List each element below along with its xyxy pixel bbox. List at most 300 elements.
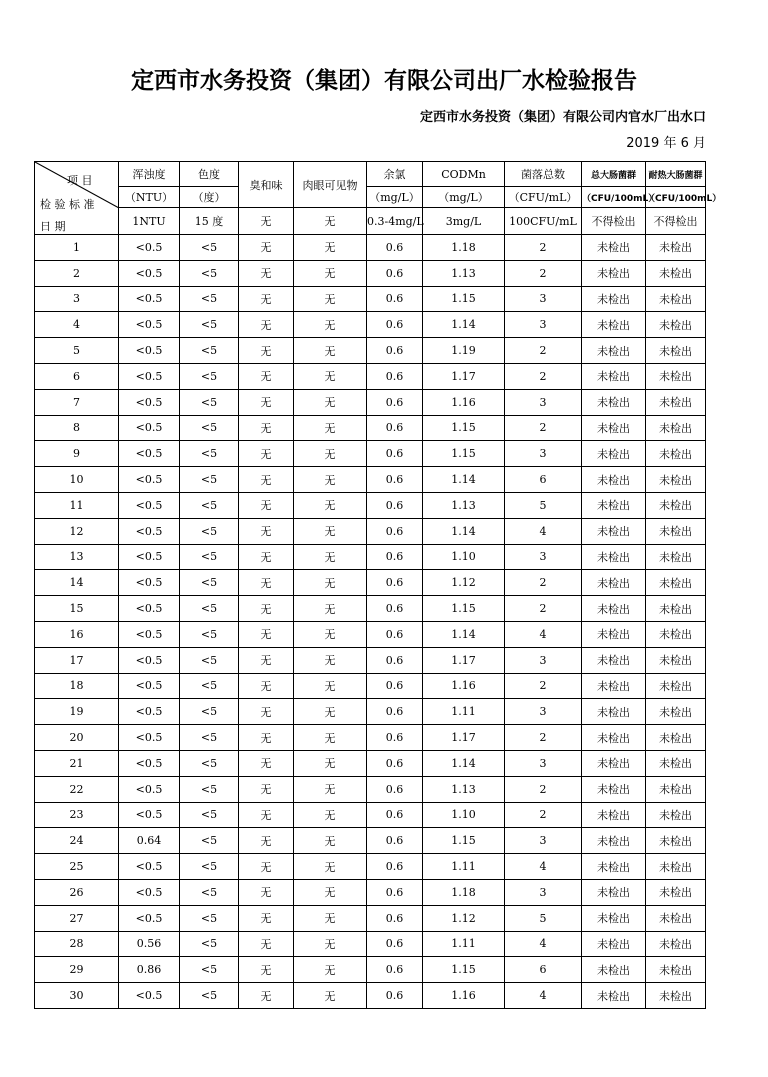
cell-day: 10 — [35, 467, 119, 493]
cell-thermotolerant-coliform: 未检出 — [646, 312, 706, 338]
cell-odor: 无 — [239, 518, 294, 544]
cell-day: 23 — [35, 802, 119, 828]
table-row — [35, 518, 706, 544]
cell-total-coliform: 未检出 — [582, 931, 646, 957]
cell-visible-matter: 无 — [294, 389, 367, 415]
cell-odor: 无 — [239, 544, 294, 570]
cell-chlorine: 0.6 — [367, 725, 423, 751]
cell-turbidity: <0.5 — [119, 235, 180, 261]
column-header-colony-count: 菌落总数 — [505, 162, 582, 187]
cell-total-coliform: 未检出 — [582, 518, 646, 544]
cell-turbidity: <0.5 — [119, 854, 180, 880]
table-row — [35, 621, 706, 647]
cell-total-coliform: 未检出 — [582, 389, 646, 415]
cell-visible-matter: 无 — [294, 286, 367, 312]
standard-odor: 无 — [239, 208, 294, 235]
cell-visible-matter: 无 — [294, 931, 367, 957]
cell-colony-count: 2 — [505, 802, 582, 828]
cell-thermotolerant-coliform: 未检出 — [646, 621, 706, 647]
cell-color: <5 — [180, 776, 239, 802]
table-row — [35, 544, 706, 570]
cell-color: <5 — [180, 596, 239, 622]
cell-turbidity: <0.5 — [119, 363, 180, 389]
cell-thermotolerant-coliform: 未检出 — [646, 854, 706, 880]
cell-chlorine: 0.6 — [367, 363, 423, 389]
cell-chlorine: 0.6 — [367, 312, 423, 338]
cell-total-coliform: 未检出 — [582, 467, 646, 493]
cell-chlorine: 0.6 — [367, 389, 423, 415]
cell-day: 29 — [35, 957, 119, 983]
cell-turbidity: <0.5 — [119, 776, 180, 802]
cell-colony-count: 2 — [505, 338, 582, 364]
cell-total-coliform: 未检出 — [582, 673, 646, 699]
table-body — [35, 235, 706, 1009]
cell-color: <5 — [180, 879, 239, 905]
standard-visible-matter: 无 — [294, 208, 367, 235]
table-row — [35, 725, 706, 751]
cell-day: 2 — [35, 260, 119, 286]
cell-thermotolerant-coliform: 未检出 — [646, 260, 706, 286]
cell-color: <5 — [180, 802, 239, 828]
cell-colony-count: 2 — [505, 725, 582, 751]
cell-thermotolerant-coliform: 未检出 — [646, 905, 706, 931]
cell-color: <5 — [180, 828, 239, 854]
cell-day: 19 — [35, 699, 119, 725]
cell-odor: 无 — [239, 854, 294, 880]
cell-day: 12 — [35, 518, 119, 544]
cell-day: 11 — [35, 492, 119, 518]
cell-chlorine: 0.6 — [367, 570, 423, 596]
cell-codmn: 1.16 — [423, 673, 505, 699]
cell-colony-count: 3 — [505, 699, 582, 725]
cell-visible-matter: 无 — [294, 518, 367, 544]
cell-chlorine: 0.6 — [367, 983, 423, 1009]
table-row — [35, 750, 706, 776]
cell-chlorine: 0.6 — [367, 518, 423, 544]
cell-chlorine: 0.6 — [367, 235, 423, 261]
cell-total-coliform: 未检出 — [582, 983, 646, 1009]
cell-odor: 无 — [239, 957, 294, 983]
cell-chlorine: 0.6 — [367, 286, 423, 312]
report-title: 定西市水务投资（集团）有限公司出厂水检验报告 — [131, 68, 637, 94]
cell-visible-matter: 无 — [294, 492, 367, 518]
cell-chlorine: 0.6 — [367, 957, 423, 983]
cell-codmn: 1.13 — [423, 492, 505, 518]
cell-thermotolerant-coliform: 未检出 — [646, 415, 706, 441]
cell-chlorine: 0.6 — [367, 415, 423, 441]
cell-thermotolerant-coliform: 未检出 — [646, 570, 706, 596]
table-row — [35, 467, 706, 493]
cell-odor: 无 — [239, 750, 294, 776]
cell-colony-count: 2 — [505, 415, 582, 441]
cell-color: <5 — [180, 286, 239, 312]
cell-visible-matter: 无 — [294, 983, 367, 1009]
cell-thermotolerant-coliform: 未检出 — [646, 389, 706, 415]
column-header-color: 色度 — [180, 162, 239, 187]
cell-day: 27 — [35, 905, 119, 931]
table-row — [35, 983, 706, 1009]
cell-colony-count: 5 — [505, 492, 582, 518]
cell-codmn: 1.12 — [423, 905, 505, 931]
cell-codmn: 1.15 — [423, 957, 505, 983]
cell-visible-matter: 无 — [294, 596, 367, 622]
cell-codmn: 1.17 — [423, 363, 505, 389]
cell-thermotolerant-coliform: 未检出 — [646, 983, 706, 1009]
cell-chlorine: 0.6 — [367, 260, 423, 286]
report-date: 2019 年 6 月 — [626, 136, 706, 151]
cell-codmn: 1.11 — [423, 854, 505, 880]
column-unit-color: （度） — [180, 187, 239, 208]
cell-codmn: 1.14 — [423, 750, 505, 776]
cell-odor: 无 — [239, 363, 294, 389]
cell-colony-count: 4 — [505, 854, 582, 880]
cell-visible-matter: 无 — [294, 260, 367, 286]
cell-color: <5 — [180, 441, 239, 467]
cell-colony-count: 3 — [505, 647, 582, 673]
cell-visible-matter: 无 — [294, 750, 367, 776]
cell-total-coliform: 未检出 — [582, 776, 646, 802]
cell-thermotolerant-coliform: 未检出 — [646, 776, 706, 802]
table-row — [35, 260, 706, 286]
cell-turbidity: <0.5 — [119, 312, 180, 338]
cell-color: <5 — [180, 415, 239, 441]
cell-odor: 无 — [239, 389, 294, 415]
cell-total-coliform: 未检出 — [582, 338, 646, 364]
cell-color: <5 — [180, 905, 239, 931]
table-row — [35, 957, 706, 983]
cell-colony-count: 3 — [505, 441, 582, 467]
column-unit-turbidity: （NTU） — [119, 187, 180, 208]
cell-day: 4 — [35, 312, 119, 338]
cell-color: <5 — [180, 931, 239, 957]
table-corner-header — [35, 162, 119, 235]
cell-day: 20 — [35, 725, 119, 751]
cell-turbidity: 0.64 — [119, 828, 180, 854]
cell-codmn: 1.14 — [423, 312, 505, 338]
cell-day: 18 — [35, 673, 119, 699]
cell-color: <5 — [180, 570, 239, 596]
standard-color: 15 度 — [180, 208, 239, 235]
cell-thermotolerant-coliform: 未检出 — [646, 518, 706, 544]
cell-total-coliform: 未检出 — [582, 441, 646, 467]
cell-codmn: 1.19 — [423, 338, 505, 364]
cell-turbidity: 0.56 — [119, 931, 180, 957]
table-row — [35, 931, 706, 957]
cell-color: <5 — [180, 647, 239, 673]
cell-day: 9 — [35, 441, 119, 467]
cell-day: 13 — [35, 544, 119, 570]
cell-thermotolerant-coliform: 未检出 — [646, 673, 706, 699]
cell-color: <5 — [180, 750, 239, 776]
cell-total-coliform: 未检出 — [582, 363, 646, 389]
cell-colony-count: 3 — [505, 389, 582, 415]
inspection-table — [34, 161, 722, 1009]
cell-colony-count: 3 — [505, 312, 582, 338]
cell-day: 17 — [35, 647, 119, 673]
cell-color: <5 — [180, 725, 239, 751]
cell-codmn: 1.15 — [423, 415, 505, 441]
cell-codmn: 1.15 — [423, 286, 505, 312]
cell-chlorine: 0.6 — [367, 544, 423, 570]
column-header-chlorine: 余氯 — [367, 162, 423, 187]
cell-turbidity: <0.5 — [119, 492, 180, 518]
cell-thermotolerant-coliform: 未检出 — [646, 931, 706, 957]
cell-total-coliform: 未检出 — [582, 235, 646, 261]
cell-odor: 无 — [239, 931, 294, 957]
column-unit-codmn: （mg/L） — [423, 187, 505, 208]
table-row — [35, 312, 706, 338]
column-unit-colony-count: （CFU/mL） — [505, 187, 582, 208]
cell-turbidity: <0.5 — [119, 699, 180, 725]
cell-total-coliform: 未检出 — [582, 312, 646, 338]
cell-thermotolerant-coliform: 未检出 — [646, 957, 706, 983]
cell-codmn: 1.11 — [423, 699, 505, 725]
cell-chlorine: 0.6 — [367, 647, 423, 673]
cell-colony-count: 3 — [505, 544, 582, 570]
table-row — [35, 854, 706, 880]
cell-chlorine: 0.6 — [367, 441, 423, 467]
cell-visible-matter: 无 — [294, 621, 367, 647]
cell-codmn: 1.18 — [423, 235, 505, 261]
cell-turbidity: <0.5 — [119, 338, 180, 364]
table-row — [35, 647, 706, 673]
cell-turbidity: <0.5 — [119, 415, 180, 441]
cell-color: <5 — [180, 854, 239, 880]
cell-day: 8 — [35, 415, 119, 441]
cell-codmn: 1.15 — [423, 828, 505, 854]
cell-color: <5 — [180, 363, 239, 389]
column-header-odor: 臭和味 — [239, 162, 294, 208]
cell-colony-count: 5 — [505, 905, 582, 931]
cell-thermotolerant-coliform: 未检出 — [646, 750, 706, 776]
cell-odor: 无 — [239, 441, 294, 467]
cell-colony-count: 3 — [505, 750, 582, 776]
cell-total-coliform: 未检出 — [582, 699, 646, 725]
standard-chlorine: 0.3-4mg/L — [367, 208, 423, 235]
table-row — [35, 776, 706, 802]
cell-odor: 无 — [239, 570, 294, 596]
column-header-turbidity: 浑浊度 — [119, 162, 180, 187]
cell-total-coliform: 未检出 — [582, 544, 646, 570]
cell-odor: 无 — [239, 802, 294, 828]
cell-total-coliform: 未检出 — [582, 802, 646, 828]
table-row — [35, 570, 706, 596]
cell-odor: 无 — [239, 647, 294, 673]
cell-color: <5 — [180, 312, 239, 338]
cell-chlorine: 0.6 — [367, 750, 423, 776]
cell-day: 7 — [35, 389, 119, 415]
cell-visible-matter: 无 — [294, 854, 367, 880]
cell-day: 22 — [35, 776, 119, 802]
standard-turbidity: 1NTU — [119, 208, 180, 235]
cell-turbidity: <0.5 — [119, 879, 180, 905]
cell-visible-matter: 无 — [294, 338, 367, 364]
cell-thermotolerant-coliform: 未检出 — [646, 544, 706, 570]
cell-thermotolerant-coliform: 未检出 — [646, 492, 706, 518]
cell-turbidity: 0.86 — [119, 957, 180, 983]
cell-chlorine: 0.6 — [367, 776, 423, 802]
cell-odor: 无 — [239, 905, 294, 931]
cell-chlorine: 0.6 — [367, 879, 423, 905]
cell-chlorine: 0.6 — [367, 596, 423, 622]
cell-day: 1 — [35, 235, 119, 261]
table-row — [35, 673, 706, 699]
cell-turbidity: <0.5 — [119, 802, 180, 828]
cell-odor: 无 — [239, 492, 294, 518]
cell-codmn: 1.18 — [423, 879, 505, 905]
cell-turbidity: <0.5 — [119, 570, 180, 596]
cell-day: 15 — [35, 596, 119, 622]
cell-color: <5 — [180, 699, 239, 725]
standard-colony-count: 100CFU/mL — [505, 208, 582, 235]
cell-total-coliform: 未检出 — [582, 879, 646, 905]
cell-colony-count: 6 — [505, 957, 582, 983]
cell-color: <5 — [180, 338, 239, 364]
cell-codmn: 1.14 — [423, 467, 505, 493]
cell-turbidity: <0.5 — [119, 544, 180, 570]
cell-visible-matter: 无 — [294, 235, 367, 261]
table-row — [35, 363, 706, 389]
cell-color: <5 — [180, 235, 239, 261]
cell-total-coliform: 未检出 — [582, 596, 646, 622]
cell-thermotolerant-coliform: 未检出 — [646, 286, 706, 312]
cell-thermotolerant-coliform: 未检出 — [646, 647, 706, 673]
cell-visible-matter: 无 — [294, 828, 367, 854]
cell-thermotolerant-coliform: 未检出 — [646, 441, 706, 467]
cell-day: 28 — [35, 931, 119, 957]
cell-thermotolerant-coliform: 未检出 — [646, 596, 706, 622]
cell-color: <5 — [180, 260, 239, 286]
cell-color: <5 — [180, 621, 239, 647]
cell-day: 25 — [35, 854, 119, 880]
cell-visible-matter: 无 — [294, 673, 367, 699]
cell-colony-count: 2 — [505, 260, 582, 286]
cell-day: 5 — [35, 338, 119, 364]
cell-day: 6 — [35, 363, 119, 389]
cell-odor: 无 — [239, 828, 294, 854]
cell-colony-count: 2 — [505, 673, 582, 699]
table-row — [35, 699, 706, 725]
cell-day: 24 — [35, 828, 119, 854]
table-row — [35, 905, 706, 931]
cell-visible-matter: 无 — [294, 776, 367, 802]
cell-turbidity: <0.5 — [119, 596, 180, 622]
standard-total-coliform: 不得检出 — [582, 208, 646, 235]
cell-thermotolerant-coliform: 未检出 — [646, 828, 706, 854]
cell-turbidity: <0.5 — [119, 750, 180, 776]
cell-odor: 无 — [239, 983, 294, 1009]
cell-color: <5 — [180, 467, 239, 493]
cell-total-coliform: 未检出 — [582, 492, 646, 518]
cell-visible-matter: 无 — [294, 363, 367, 389]
cell-chlorine: 0.6 — [367, 467, 423, 493]
cell-codmn: 1.10 — [423, 802, 505, 828]
cell-day: 16 — [35, 621, 119, 647]
cell-odor: 无 — [239, 596, 294, 622]
cell-color: <5 — [180, 544, 239, 570]
column-unit-total-coliform: （CFU/100mL） — [582, 187, 646, 208]
cell-visible-matter: 无 — [294, 802, 367, 828]
cell-color: <5 — [180, 673, 239, 699]
cell-visible-matter: 无 — [294, 467, 367, 493]
cell-chlorine: 0.6 — [367, 699, 423, 725]
cell-turbidity: <0.5 — [119, 673, 180, 699]
cell-colony-count: 2 — [505, 776, 582, 802]
cell-day: 21 — [35, 750, 119, 776]
cell-codmn: 1.16 — [423, 389, 505, 415]
cell-day: 30 — [35, 983, 119, 1009]
cell-turbidity: <0.5 — [119, 725, 180, 751]
cell-odor: 无 — [239, 673, 294, 699]
cell-colony-count: 6 — [505, 467, 582, 493]
cell-odor: 无 — [239, 312, 294, 338]
cell-chlorine: 0.6 — [367, 673, 423, 699]
cell-thermotolerant-coliform: 未检出 — [646, 699, 706, 725]
cell-codmn: 1.17 — [423, 647, 505, 673]
cell-day: 14 — [35, 570, 119, 596]
cell-turbidity: <0.5 — [119, 260, 180, 286]
table-row — [35, 286, 706, 312]
table-row — [35, 492, 706, 518]
cell-color: <5 — [180, 389, 239, 415]
column-header-total-coliform: 总大肠菌群 — [582, 162, 646, 187]
cell-thermotolerant-coliform: 未检出 — [646, 363, 706, 389]
table-row — [35, 441, 706, 467]
column-unit-thermotolerant-coliform: （CFU/100mL） — [646, 187, 706, 208]
table-row — [35, 338, 706, 364]
cell-visible-matter: 无 — [294, 725, 367, 751]
standard-thermotolerant-coliform: 不得检出 — [646, 208, 706, 235]
cell-turbidity: <0.5 — [119, 286, 180, 312]
table-row — [35, 802, 706, 828]
cell-colony-count: 2 — [505, 235, 582, 261]
cell-colony-count: 4 — [505, 518, 582, 544]
cell-chlorine: 0.6 — [367, 621, 423, 647]
cell-thermotolerant-coliform: 未检出 — [646, 467, 706, 493]
cell-codmn: 1.17 — [423, 725, 505, 751]
cell-colony-count: 3 — [505, 286, 582, 312]
cell-color: <5 — [180, 957, 239, 983]
cell-turbidity: <0.5 — [119, 389, 180, 415]
cell-thermotolerant-coliform: 未检出 — [646, 802, 706, 828]
cell-codmn: 1.11 — [423, 931, 505, 957]
corner-item-label: 项 目 — [67, 174, 93, 187]
cell-codmn: 1.14 — [423, 518, 505, 544]
cell-turbidity: <0.5 — [119, 441, 180, 467]
table-row — [35, 389, 706, 415]
cell-chlorine: 0.6 — [367, 905, 423, 931]
cell-total-coliform: 未检出 — [582, 570, 646, 596]
cell-chlorine: 0.6 — [367, 931, 423, 957]
table-row — [35, 235, 706, 261]
table-row — [35, 879, 706, 905]
cell-colony-count: 3 — [505, 828, 582, 854]
cell-codmn: 1.14 — [423, 621, 505, 647]
cell-thermotolerant-coliform: 未检出 — [646, 235, 706, 261]
cell-total-coliform: 未检出 — [582, 957, 646, 983]
cell-chlorine: 0.6 — [367, 828, 423, 854]
cell-chlorine: 0.6 — [367, 492, 423, 518]
cell-codmn: 1.13 — [423, 260, 505, 286]
cell-total-coliform: 未检出 — [582, 854, 646, 880]
cell-total-coliform: 未检出 — [582, 286, 646, 312]
cell-codmn: 1.12 — [423, 570, 505, 596]
cell-odor: 无 — [239, 235, 294, 261]
cell-thermotolerant-coliform: 未检出 — [646, 338, 706, 364]
cell-visible-matter: 无 — [294, 647, 367, 673]
cell-odor: 无 — [239, 725, 294, 751]
column-unit-chlorine: （mg/L） — [367, 187, 423, 208]
